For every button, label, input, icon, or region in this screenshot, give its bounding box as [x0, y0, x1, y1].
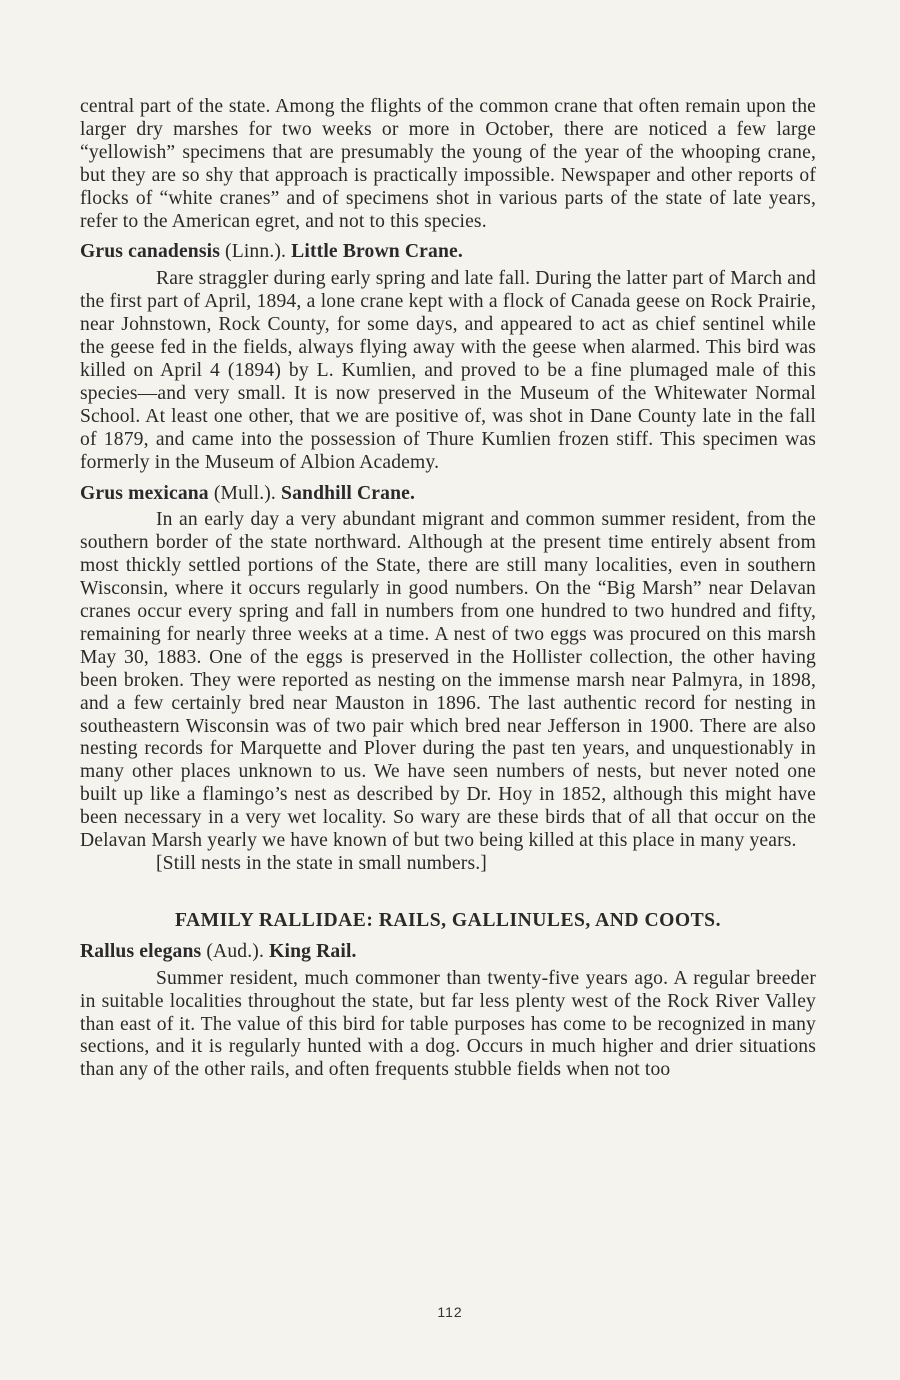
paragraph-little-brown-crane: Rare straggler during early spring and late fall. During the latter part of March and the first part of April, 1894, a lone crane kept with a flock of Canada geese on Rock Prairie, near Johnstown, Rock County, for some days, and appeared to act as chief sentinel while the geese fed in the fields, always flying away with the geese when alarmed. This bird was killed on April 4 (1894) by L. Kumlien, and proved to be a fine plumaged male of this species—and very small. It is now preserved in the Museum of the Whitewater Normal School. At least one other, that we are positive of, was shot in Dane County late in the fall of 1879, and came into the possession of Thure Kumlien frozen stiff. This specimen was formerly in the Museum of Albion Academy. [80, 268, 816, 473]
common-name: Little Brown Crane. [291, 241, 463, 263]
latin-name: Rallus elegans [80, 940, 202, 962]
latin-name: Grus mexicana [80, 482, 209, 504]
paragraph-king-rail: Summer resident, much commoner than twenty-five years ago. A regular breeder in suitable localities throughout the state, but far less plenty west of the Rock River Valley than east of it. The value of this bird for table purposes has come to be recognized in many sections, and it is regularly hunted with a dog. Occurs in much higher and drier situations than any of the other rails, and often frequents stubble fields when not too [80, 967, 816, 1081]
family-heading: FAMILY RALLIDAE: RAILS, GALLINULES, AND COOTS. [175, 909, 721, 931]
paragraph-sandhill-crane: In an early day a very abundant migrant and common summer resident, from the southern border of the state northward. Although at the present time entirely absent from most thickly settled portions of the State, there are still many localities, even in southern Wisconsin, where it occurs regularly in good numbers. On the “Big Marsh” near Delavan cranes occur every spring and fall in numbers from one hundred to two hundred and fifty, remaining for nearly three weeks at a time. A nest of two eggs was procured on this marsh May 30, 1883. One of the eggs is preserved in the Hollister collection, the other having been broken. They were reported as nesting on the immense marsh near Palmyra, in 1898, and a few certainly bred near Mauston in 1896. The last authentic record for nesting in southeastern Wisconsin was of two pair which bred near Jefferson in 1900. There are also nesting records for Marquette and Plover during the past ten years, and unquestionably in many other places unknown to us. We have seen numbers of nests, but never noted one built up like a flamingo’s nest as described by Dr. Hoy in 1852, although this might have been necessary in a very wet locality. So wary are these birds that of all that occur on the Delavan Marsh yearly we have known of but two being killed at this place in many years. [80, 509, 816, 852]
body-text [80, 96, 816, 1082]
species-heading-grus-canadensis [80, 241, 816, 264]
latin-name: Grus canadensis [80, 241, 220, 263]
editorial-note: [Still nests in the state in small numbers.] [156, 853, 487, 874]
paragraph-whooping-crane-continued: central part of the state. Among the flights of the common crane that often remain upon the larger dry marshes for two weeks or more in October, there are noticed a few large “yellowish” specimens that are presumably the young of the year of the whooping crane, but they are so shy that approach is practically impossible. Newspaper and other reports of flocks of “white cranes” and of specimens shot in various parts of the state of late years, refer to the American egret, and not to this species. [80, 96, 816, 232]
species-heading-rallus-elegans [80, 941, 816, 964]
authority: (Mull.). [213, 482, 276, 504]
authority: (Aud.). [206, 940, 265, 962]
authority: (Linn.). [225, 241, 287, 263]
common-name: Sandhill Crane. [281, 482, 416, 504]
common-name: King Rail. [269, 940, 357, 962]
page-number: 112 [437, 1304, 463, 1320]
species-heading-grus-mexicana [80, 483, 816, 506]
